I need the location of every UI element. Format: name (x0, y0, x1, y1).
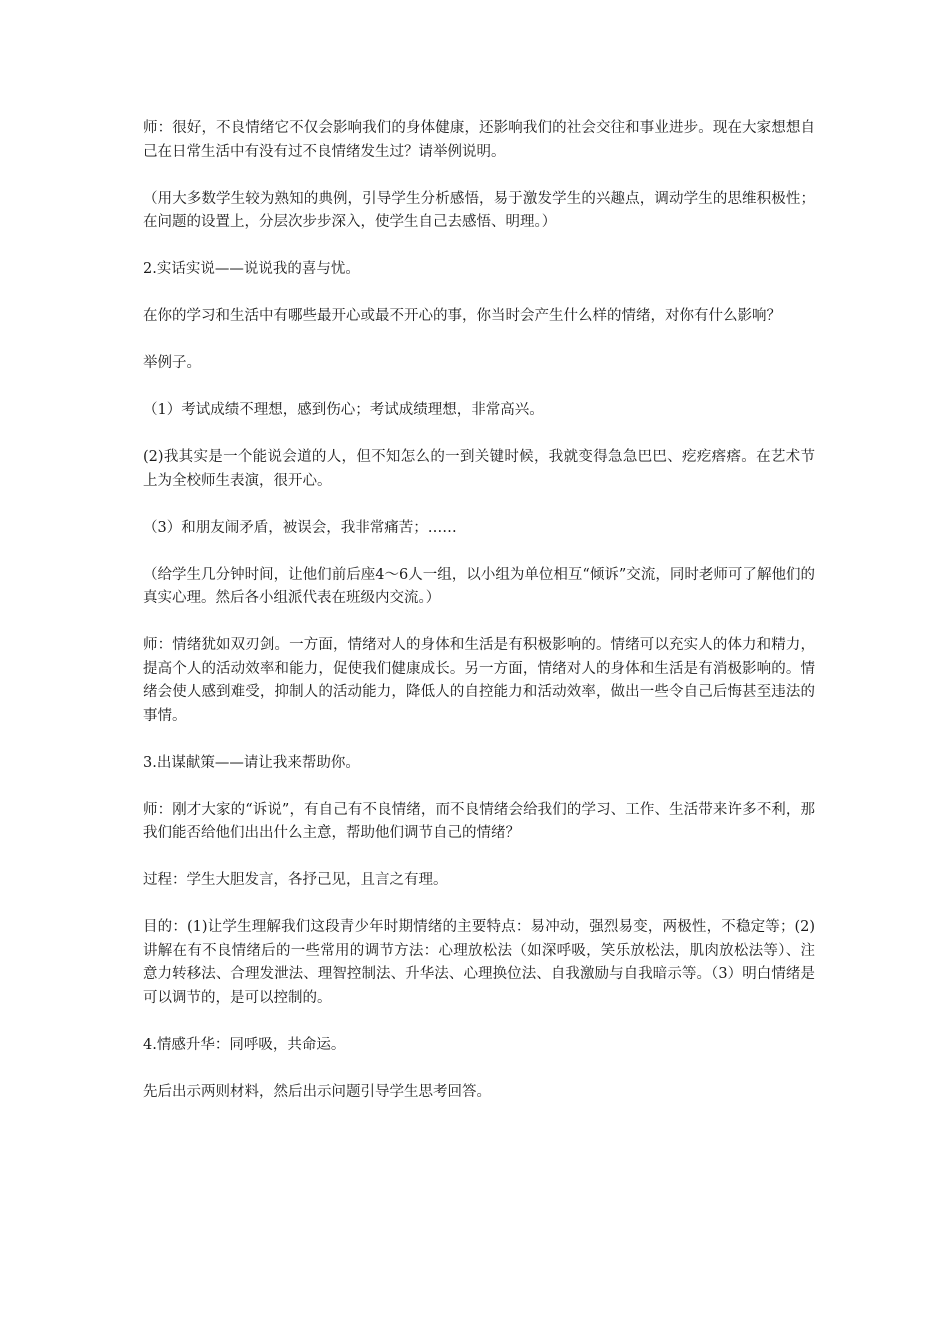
list-item-example-1: （1）考试成绩不理想，感到伤心；考试成绩理想，非常高兴。 (143, 402, 544, 418)
paragraph-teacher-prompt: 师：刚才大家的“诉说”，有自己有不良情绪，而不良情绪会给我们的学习、工作、生活带来许多不利，那我们能否给他们出出什么主意，帮助他们调节自己的情绪？ (143, 801, 815, 841)
list-item-example-3: （3）和朋友闹矛盾，被误会，我非常痛苦；…… (143, 519, 457, 536)
list-item-example-2: (2)我其实是一个能说会道的人，但不知怎么的一到关键时候，我就变得急急巴巴、疙疙瘩瘩。在艺术节上为全校师生表演，很开心。 (143, 449, 815, 489)
section-heading-4: 4.情感升华：同呼吸，共命运。 (143, 1036, 346, 1053)
section-heading-2: 2.实话实说——说说我的喜与忧。 (143, 261, 360, 277)
paragraph-process: 过程：学生大胆发言，各抒己见，且言之有理。 (143, 872, 448, 888)
paragraph-group-activity: （给学生几分钟时间，让他们前后座4～6人一组，以小组为单位相互“倾诉”交流，同时老师可了解他们的真实心理。然后各小组派代表在班级内交流。） (143, 566, 815, 606)
paragraph-purpose: 目的：(1)让学生理解我们这段青少年时期情绪的主要特点：易冲动，强烈易变，两极性，不稳定等；(2)讲解在有不良情绪后的一些常用的调节方法：心理放松法（如深呼吸，笑乐放松法，肌肉放松法等）、注意力转移法、合理发泄法、理智控制法、升华法、心理换位法、自我激励与自我暗示等。（3）明白情绪是可以调节的，是可以控制的。 (143, 919, 815, 1006)
paragraph-teacher-intro: 师：很好，不良情绪它不仅会影响我们的身体健康，还影响我们的社会交往和事业进步。现在大家想想自己在日常生活中有没有过不良情绪发生过？请举例说明。 (143, 120, 815, 160)
paragraph-examples-label: 举例子。 (143, 355, 201, 371)
paragraph-materials: 先后出示两则材料，然后出示问题引导学生思考回答。 (143, 1083, 491, 1100)
paragraph-design-note: （用大多数学生较为熟知的典例，引导学生分析感悟，易于激发学生的兴趣点，调动学生的思维积极性；在问题的设置上，分层次步步深入，使学生自己去感悟、明理。） (143, 190, 815, 230)
section-heading-3: 3.出谋献策——请让我来帮助你。 (143, 754, 360, 771)
paragraph-question: 在你的学习和生活中有哪些最开心或最不开心的事，你当时会产生什么样的情绪，对你有什么影响？ (143, 308, 781, 324)
paragraph-double-edged: 师：情绪犹如双刃剑。一方面，情绪对人的身体和生活是有积极影响的。情绪可以充实人的体力和精力，提高个人的活动效率和能力，促使我们健康成长。另一方面，情绪对人的身体和生活是有消极影响的。情绪会使人感到难受，抑制人的活动能力，降低人的自控能力和活动效率，做出一些令自己后悔甚至违法的事情。 (143, 637, 815, 724)
document-body (143, 117, 815, 1128)
